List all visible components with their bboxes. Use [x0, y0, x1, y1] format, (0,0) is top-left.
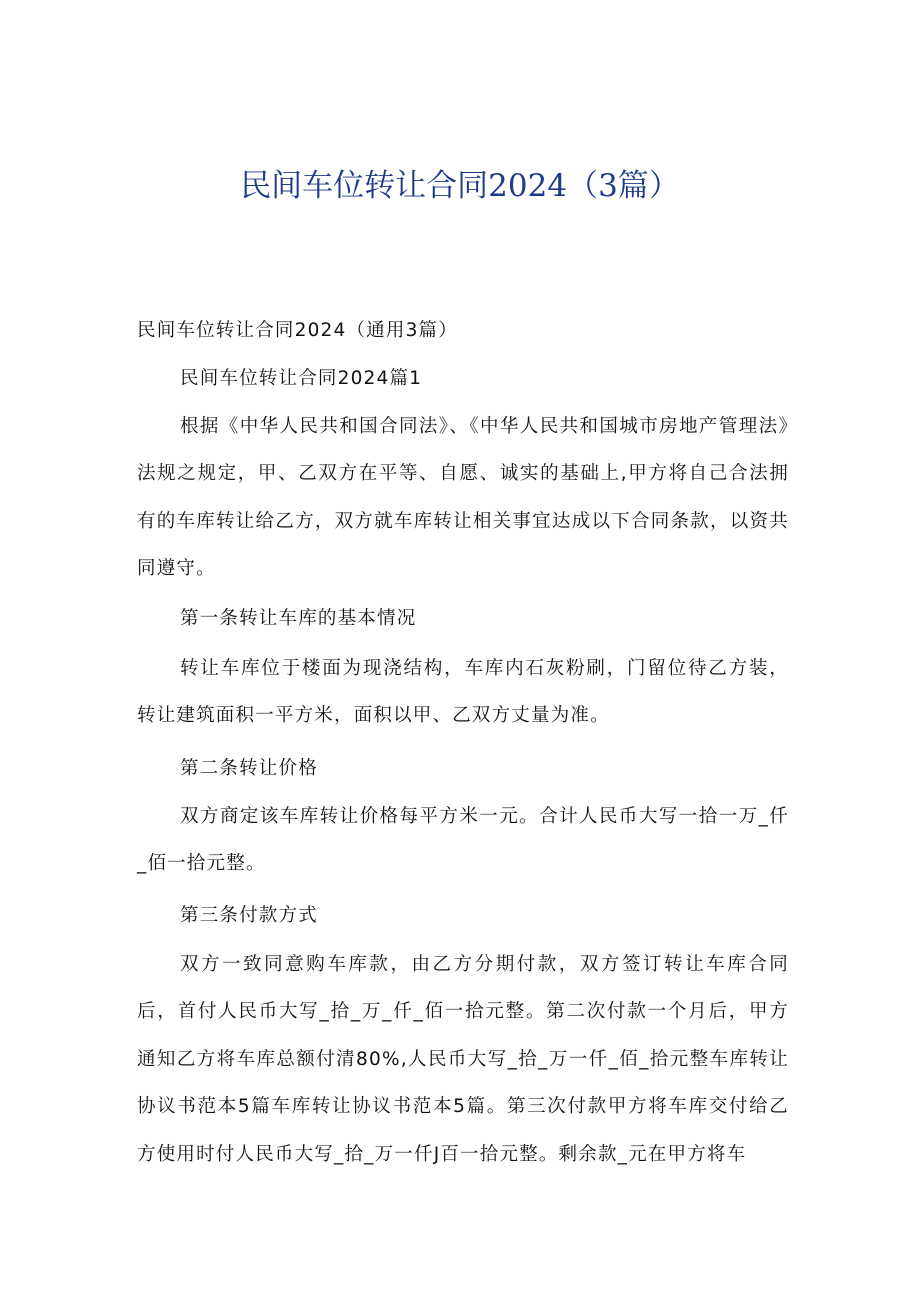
- article2-heading: 第二条转让价格: [180, 758, 318, 779]
- article1-heading: 第一条转让车库的基本情况: [180, 608, 417, 629]
- document-title: 民间车位转让合同2024（3篇）: [240, 168, 680, 204]
- article2-body: 双方商定该车库转让价格每平方米一元。合计人民币大写一拾一万_仟_佰一拾元整。: [137, 806, 789, 875]
- section-heading: 民间车位转让合同2024篇1: [180, 368, 423, 389]
- intro-paragraph: 根据《中华人民共和国合同法》、《中华人民共和国城市房地产管理法》法规之规定，甲、乙双方在平等、自愿、诚实的基础上,甲方将自己合法拥有的车库转让给乙方，双方就车库转让相关事宜达成以下合同条款，以资共同遵守。: [137, 416, 789, 580]
- document-subtitle: 民间车位转让合同2024（通用3篇）: [137, 320, 458, 341]
- article3-heading: 第三条付款方式: [180, 905, 318, 926]
- article3-body: 双方一致同意购车库款，由乙方分期付款，双方签订转让车库合同后，首付人民币大写_拾_万_仟_佰一拾元整。第二次付款一个月后，甲方通知乙方将车库总额付清80%,人民币大写_拾_万一仟_佰_拾元整车库转让协议书范本5篇车库转让协议书范本5篇。第三次付款甲方将车库交付给乙方使用时付人民币大写_拾_万一仟J百一拾元整。剩余款_元在甲方将车: [137, 954, 789, 1165]
- article1-body: 转让车库位于楼面为现浇结构，车库内石灰粉刷，门留位待乙方装，转让建筑面积一平方米，面积以甲、乙双方丈量为准。: [137, 658, 789, 727]
